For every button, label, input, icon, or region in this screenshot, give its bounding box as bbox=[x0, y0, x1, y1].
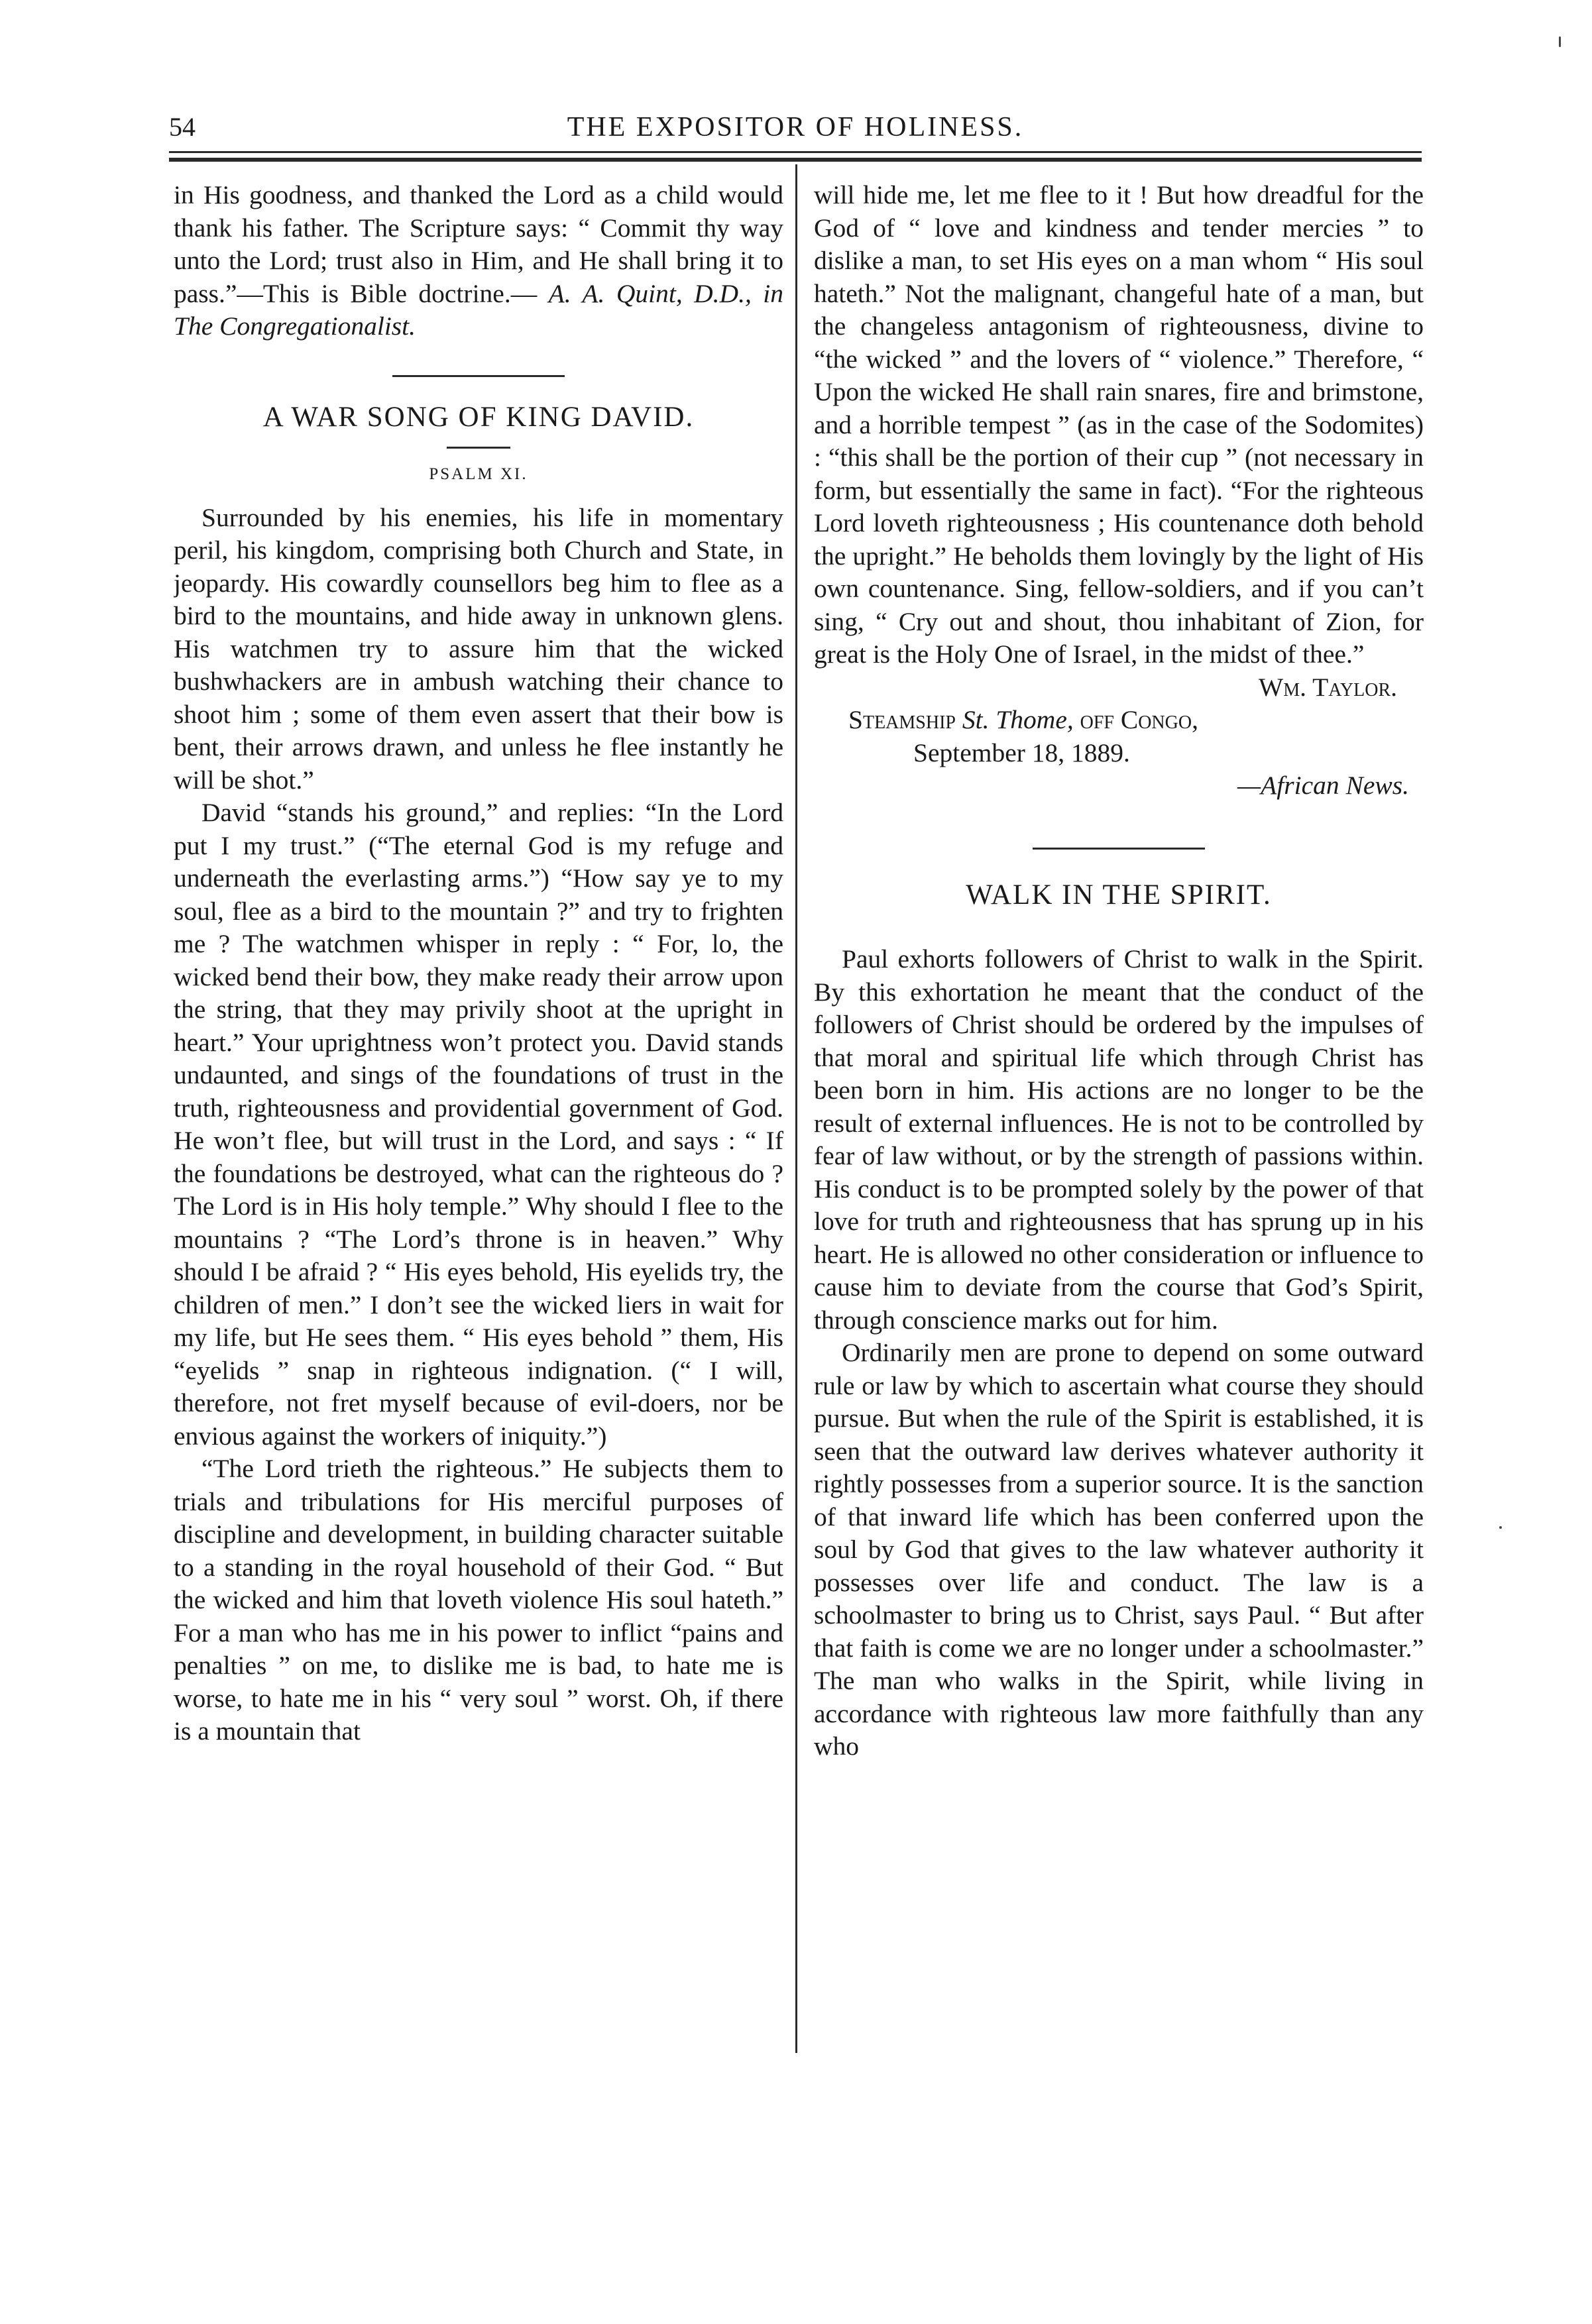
article-title-walk-in-spirit: WALK IN THE SPIRIT. bbox=[966, 879, 1272, 911]
dateline-place: Steamship St. Thome, off Congo, bbox=[848, 705, 1198, 734]
scan-speck bbox=[1499, 1526, 1502, 1529]
paragraph: Ordinarily men are prone to depend on some outward rule or law by which to ascertain what course they should pursue. But when the rule of the Spirit is established, it is seen that the outward law derives whatever authority it rightly possesses from a superior source. It is the sanction of that inward life which has been conferred upon the soul by God that gives to the law whatever authority it possesses over life and conduct. The law is a schoolmaster to bring us to Christ, says Paul. “ But after that faith is come we are no longer under a schoolmaster.” The man who walks in the Spirit, while living in accordance with righteous law more faithfully than any who bbox=[814, 1338, 1424, 1761]
paragraph: Paul exhorts followers of Christ to walk in the Spirit. By this exhortation he meant that the conduct of the followers of Christ should be ordered by the impulses of that moral and spiritual life which through Christ has been born in him. His actions are no longer to be the result of external influences. He is not to be controlled by fear of law without, or by the strength of passions within. His conduct is to be prompted solely by the power of that love for truth and righteousness that has sprung up in his heart. He is allowed no other consideration or influence to cause him to deviate from the course that God’s Spirit, through conscience marks out for him. bbox=[814, 944, 1424, 1335]
paragraph: will hide me, let me flee to it ! But how dreadful for the God of “ love and kindness and tender mercies ” to dislike a man, to set His eyes on a man whom “ His soul hateth.” Not the malignant, changeful hate of a man, but the changeless antagonism of righteousness, divine to “the wicked ” and the lovers of “ violence.” Therefore, “ Upon the wicked He shall rain snares, fire and brimstone, and a horrible tempest ” (as in the case of the Sodomites) : “this shall be the portion of their cup ” (not necessary in form, but essentially the same in fact). “For the righteous Lord loveth righteousness ; His countenance doth behold the upright.” He beholds them lovingly by the light of His own countenance. Sing, fellow-soldiers, and if you can’t sing, “ Cry out and shout, thou inhabitant of Zion, for great is the Holy One of Israel, in the midst of thee.” bbox=[814, 180, 1424, 669]
left-column bbox=[174, 179, 783, 2048]
continuation-paragraph: in His goodness, and thanked the Lord as a child would thank his father. The Scripture says: “ Commit thy way unto the Lord; trust also in Him, and He shall bring it to pass.”—This is Bible doctrine.— A. A. Quint, D.D., in The Congregationalist. bbox=[174, 180, 783, 341]
scan-speck bbox=[1559, 36, 1561, 47]
paragraph: “The Lord trieth the righteous.” He subjects them to trials and tribulations for His merciful purposes of discipline and development, in building character suitable to a standing in the royal household of their God. “ But the wicked and him that loveth violence His soul hateth.” For a man who has me in his power to inflict “pains and penalties ” on me, to dislike me is bad, to hate me is worse, to hate me in his “ very soul ” worst. Oh, if there is a mountain that bbox=[174, 1454, 783, 1745]
column-divider bbox=[795, 164, 797, 2053]
header-rule-thin bbox=[169, 151, 1422, 153]
paragraph: David “stands his ground,” and replies: “In the Lord put I my trust.” (“The eternal God is my refuge and underneath the everlasting arms.”) “How say ye to my soul, flee as a bird to the mountain ?” and try to frighten me ? The watchmen whisper in reply : “ For, lo, the wicked bend their bow, they make ready their arrow upon the string, that they may privily shoot at the upright in heart.” Your uprightness won’t protect you. David stands undaunted, and sings of the foundations of trust in the truth, righteousness and providential government of God. He won’t flee, but will trust in the Lord, and says : “ If the foundations be destroyed, what can the righteous do ? The Lord is in His holy temple.” Why should I flee to the mountains ? “The Lord’s throne is in heaven.” Why should I be afraid ? “ His eyes behold, His eyelids try, the children of men.” I don’t see the wicked liers in wait for my life, but He sees them. “ His eyes behold ” them, His “eyelids ” snap in righteous indignation. (“ I will, therefore, not fret myself because of evil-doers, nor be envious against the workers of iniquity.”) bbox=[174, 798, 783, 1451]
header-rule-thick bbox=[169, 158, 1422, 162]
dateline-date: September 18, 1889. bbox=[913, 738, 1130, 767]
attribution-author: A. A. Quint, D.D., in The Congregationalist. bbox=[174, 278, 783, 341]
article-title-war-song: A WAR SONG OF KING DAVID. bbox=[262, 401, 695, 433]
running-title: THE EXPOSITOR OF HOLINESS. bbox=[567, 112, 1024, 142]
paragraph: Surrounded by his enemies, his life in momentary peril, his kingdom, comprising both Church and State, in jeopardy. His cowardly counsellors beg him to flee as a bird to the mountains, and hide away in unknown glens. His watchmen try to assure him that the wicked bushwhackers are in ambush watching their chance to shoot him ; some of them even assert that their bow is bent, their arrows drawn, and unless he flee instantly he will be shot.” bbox=[174, 502, 783, 795]
source-credit: —African News. bbox=[1237, 771, 1409, 800]
signature: Wm. Taylor. bbox=[1258, 672, 1397, 702]
article-subtitle-psalm: PSALM XI. bbox=[429, 465, 528, 483]
page-number: 54 bbox=[169, 112, 196, 142]
right-column bbox=[814, 179, 1424, 2048]
